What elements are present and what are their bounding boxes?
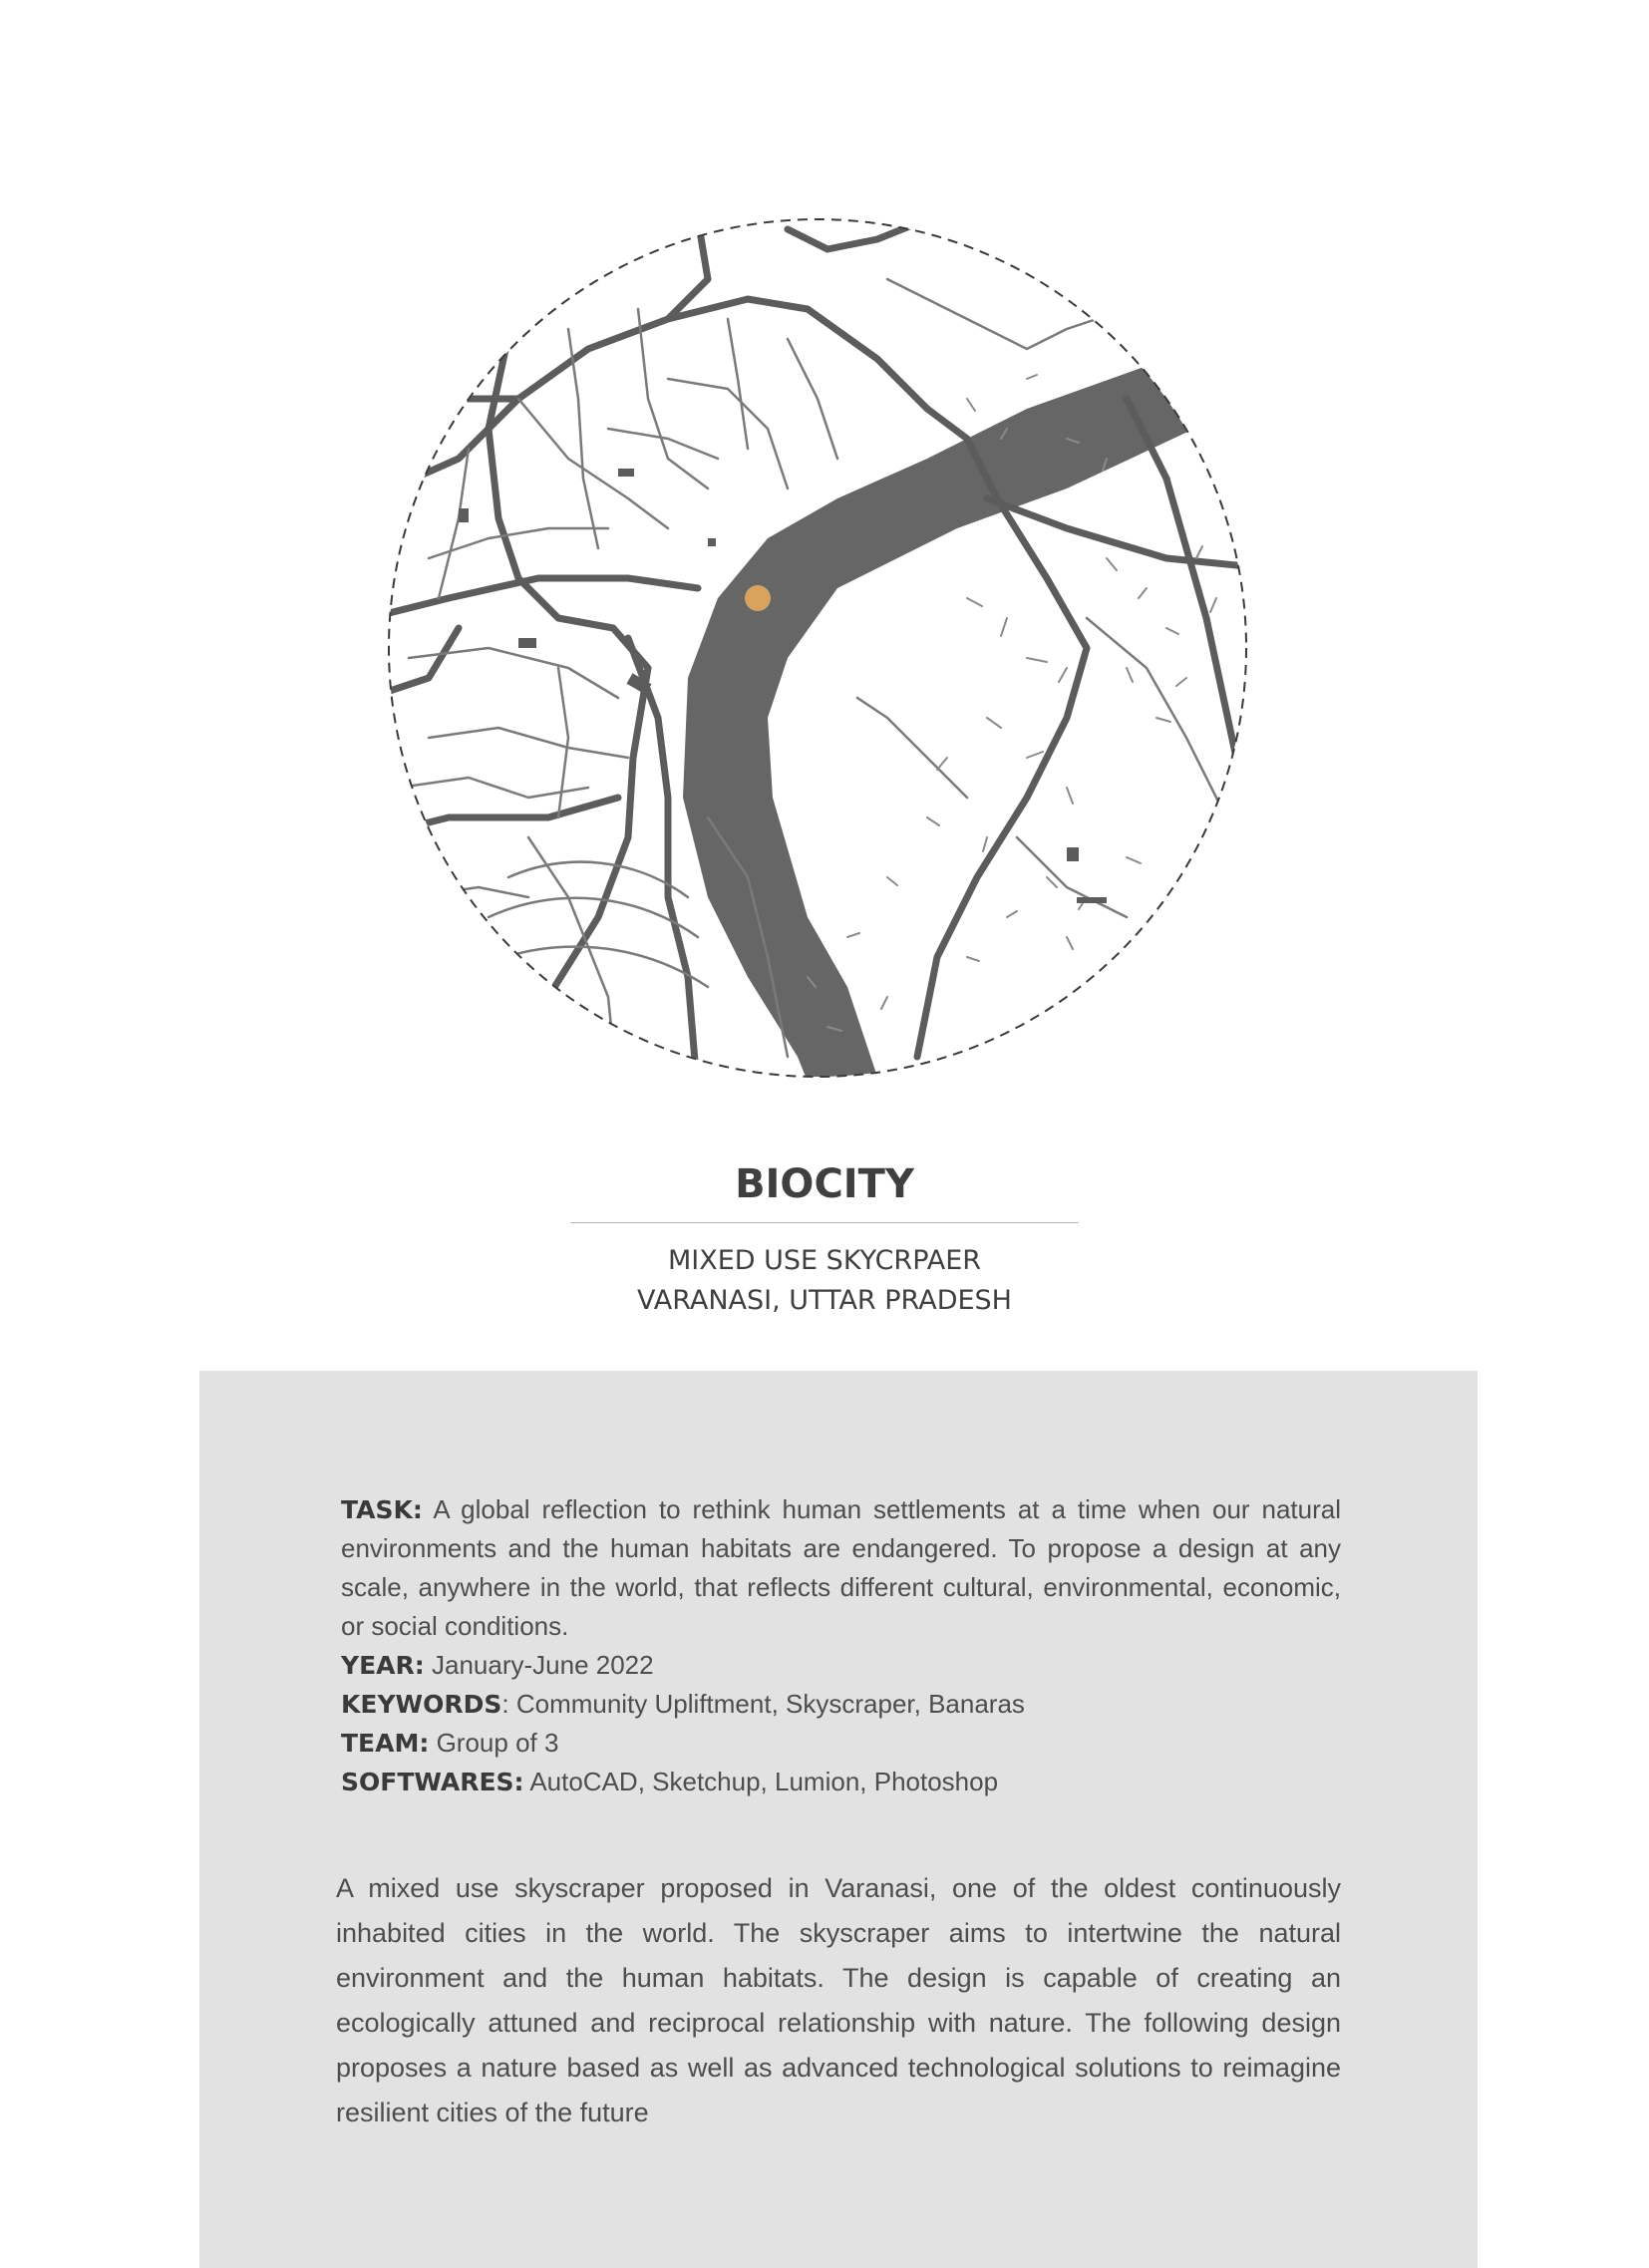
project-description: A mixed use skyscraper proposed in Varanasi, one of the oldest continuously inhabited cities in the world. The skyscraper aims to intertwine the natural environment and the human habitats. The design is capable of creating an ecologically attuned and reciprocal relationship with nature. The following design proposes a nature based as well as advanced technological solutions to reimagine resilient cities of the future	[336, 1873, 1341, 2127]
softwares-row	[341, 1763, 1341, 1801]
varanasi-map-figure	[369, 199, 1266, 1097]
river-shape	[683, 359, 1226, 1097]
title-divider	[570, 1222, 1079, 1223]
site-map	[369, 199, 1266, 1097]
softwares-text: AutoCAD, Sketchup, Lumion, Photoshop	[523, 1767, 999, 1796]
year-text: January-June 2022	[424, 1650, 654, 1680]
softwares-label: SOFTWARES:	[341, 1768, 524, 1796]
team-label: TEAM:	[341, 1729, 430, 1758]
keywords-text: : Community Upliftment, Skyscraper, Banaras	[501, 1689, 1025, 1719]
task-row	[341, 1490, 1341, 1646]
keywords-row	[341, 1685, 1341, 1724]
task-label: TASK:	[341, 1495, 423, 1524]
project-meta	[341, 1490, 1341, 1801]
year-label: YEAR:	[341, 1651, 425, 1680]
task-text: A global reflection to rethink human settlements at a time when our natural environments and the human habitats are endangered. To propose a design at any scale, anywhere in the world, that reflects different cultural, environmental, economic, or social conditions.	[341, 1494, 1341, 1641]
project-title: BIOCITY	[735, 1161, 914, 1207]
project-location: VARANASI, UTTAR PRADESH	[637, 1285, 1012, 1316]
year-row	[341, 1646, 1341, 1685]
info-panel	[199, 1371, 1478, 2268]
title-block	[0, 1156, 1649, 1321]
site-location-marker	[745, 585, 771, 611]
team-row	[341, 1724, 1341, 1763]
team-text: Group of 3	[429, 1728, 559, 1758]
project-type: MIXED USE SKYCRPAER	[667, 1245, 982, 1276]
keywords-label: KEYWORDS	[341, 1690, 502, 1719]
